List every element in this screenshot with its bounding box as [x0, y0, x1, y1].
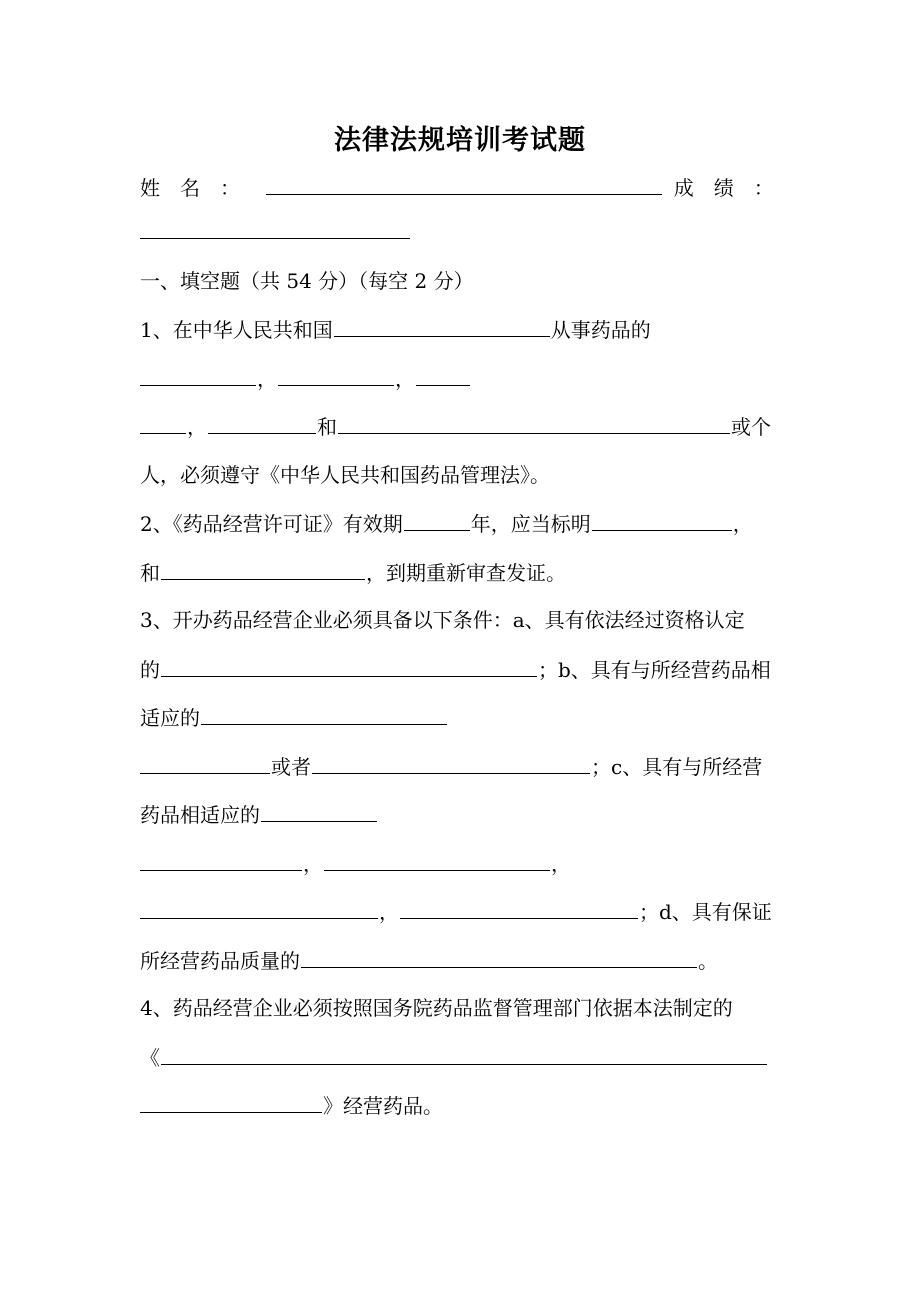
q2-text-c: ， [732, 512, 753, 536]
q3-text-b: 的 [140, 658, 160, 682]
q4-blank-1b[interactable] [140, 1090, 322, 1113]
q4-text-b: 《 [140, 1046, 160, 1070]
q1-and: 和 [317, 415, 337, 439]
q1-line1 [140, 314, 651, 344]
score-blank[interactable] [140, 216, 410, 239]
q1-blank-1[interactable] [334, 314, 550, 337]
q3-text-f: ；c、具有与所经营 [591, 755, 763, 779]
q3-text-m: 。 [698, 949, 718, 973]
page-title: 法律法规培训考试题 [334, 125, 586, 156]
q1-text-b: 从事药品的 [550, 318, 651, 342]
q3-line8 [140, 945, 718, 975]
q3-blank-1[interactable] [161, 654, 537, 677]
q2-line2 [140, 557, 566, 587]
q4-text-c: 》经营药品。 [323, 1094, 443, 1118]
name-blank[interactable] [266, 172, 662, 195]
section1-heading: 一、填空题（共 54 分）（每空 2 分） [140, 269, 474, 293]
q3-text-k: ；d、具有保证 [639, 900, 772, 924]
q3-blank-3[interactable] [312, 751, 590, 774]
q1-blank-4b[interactable] [140, 411, 186, 434]
q1-sep3: ， [187, 415, 207, 439]
q4-line1: 4、药品经营企业必须按照国务院药品监督管理部门依据本法制定的 [140, 996, 733, 1020]
q3-line1: 3、开办药品经营企业必须具备以下条件：a、具有依法经过资格认定 [140, 608, 745, 632]
q1-blank-4a[interactable] [416, 363, 470, 386]
q1-blank-2[interactable] [140, 363, 256, 386]
q3-blank-4[interactable] [261, 799, 377, 822]
q2-text-d: 和 [140, 561, 160, 585]
q4-line2 [140, 1042, 768, 1072]
q3-line7 [140, 896, 772, 926]
q3-blank-7[interactable] [140, 896, 378, 919]
q2-text-a: 2、《药品经营许可证》有效期 [140, 512, 403, 536]
q3-blank-9[interactable] [301, 945, 697, 968]
q3-text-e: 或者 [271, 755, 311, 779]
q3-line2 [140, 654, 771, 684]
q4-blank-1a[interactable] [161, 1042, 767, 1065]
q1-or-person: 或个 [731, 415, 771, 439]
q1-blank-5[interactable] [208, 411, 316, 434]
q3-blank-6[interactable] [324, 848, 550, 871]
q4-line3 [140, 1090, 443, 1120]
q3-text-g: 药品相适应的 [140, 803, 260, 827]
q2-text-b: 年，应当标明 [470, 512, 591, 536]
q1-text-a: 1、在中华人民共和国 [140, 318, 333, 342]
q1-blank-3[interactable] [278, 363, 394, 386]
q3-line6 [140, 848, 571, 878]
q3-line4 [140, 751, 762, 781]
q3-line5 [140, 799, 378, 829]
q3-line3 [140, 702, 448, 732]
q2-text-e: ，到期重新审查发证。 [366, 561, 566, 585]
q1-line3 [140, 411, 771, 441]
q1-sep1: ， [257, 367, 277, 391]
name-label: 姓 名 ： [140, 176, 240, 200]
score-row [140, 216, 411, 246]
q3-text-h: ， [303, 852, 323, 876]
score-label: 成 绩 ： [673, 176, 774, 200]
q3-blank-8[interactable] [400, 896, 638, 919]
q1-blank-6[interactable] [338, 411, 730, 434]
q3-text-c: ；b、具有与所经营药品相 [538, 658, 771, 682]
q3-blank-2b[interactable] [140, 751, 270, 774]
q1-line4: 人，必须遵守《中华人民共和国药品管理法》。 [140, 463, 550, 487]
q3-text-l: 所经营药品质量的 [140, 949, 300, 973]
q2-line1 [140, 508, 753, 538]
q2-blank-2[interactable] [592, 508, 732, 531]
q2-blank-3[interactable] [161, 557, 365, 580]
q3-text-j: ， [379, 900, 399, 924]
q1-sep2: ， [395, 367, 415, 391]
q3-blank-2a[interactable] [201, 702, 447, 725]
q2-blank-1[interactable] [404, 508, 470, 531]
header-row [140, 172, 774, 202]
q1-line2 [140, 363, 471, 393]
q3-blank-5[interactable] [140, 848, 302, 871]
q3-text-i: ， [551, 852, 571, 876]
q3-text-d: 适应的 [140, 706, 200, 730]
